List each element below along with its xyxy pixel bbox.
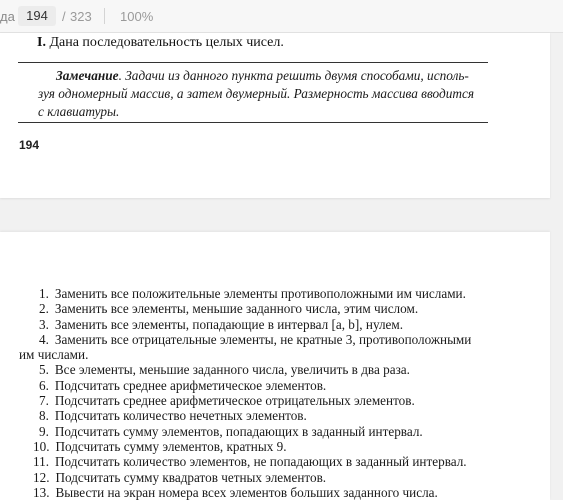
list-item: 11. Подсчитать количество элементов, не попадающих в заданный интервал. [33,454,467,470]
note-line-2: зуя одномерный массив, а затем двумерный. Размерность массива вводится [38,86,475,101]
section-heading-text: Дана последовательность целых чисел. [49,35,284,50]
list-item-continuation: им числами. [19,347,89,363]
page-number-input[interactable]: 194 [18,6,56,26]
toolbar-label-fragment: да [0,9,15,24]
note-block [38,67,488,121]
section-heading [37,35,284,51]
page-separator: / [62,9,66,24]
note-line-1 [38,67,488,85]
list-item: 10. Подсчитать сумму элементов, кратных 9. [33,438,287,454]
list-item: 5. Все элементы, меньшие заданного числа, увеличить в два раза. [39,362,410,378]
page-number: 194 [19,138,40,152]
pdf-toolbar [0,0,563,33]
list-item: 4. Заменить все отрицательные элементы, не кратные 3, противоположными [39,331,472,347]
list-item: 7. Подсчитать среднее арифметическое отрицательных элементов. [39,393,415,409]
list-item: 3. Заменить все элементы, попадающие в интервал [a, b], нулем. [39,316,404,332]
document-page-top [0,33,550,198]
document-page-bottom [0,232,550,500]
list-item: 8. Подсчитать количество нечетных элементов. [39,408,307,424]
divider-rule-bottom [18,122,488,123]
list-item: 9. Подсчитать сумму элементов, попадающих в заданный интервал. [39,423,423,439]
section-number: I. [37,35,46,50]
list-item: 1. Заменить все положительные элементы противоположными им числами. [39,286,466,301]
list-item: 13. Вывести на экран номера всех элементов больших заданного числа. [33,484,438,500]
note-title: Замечание [56,68,119,83]
list-item: 12. Подсчитать сумму квадратов четных элементов. [33,469,327,485]
note-text-1: . Задачи из данного пункта решить двумя способами, исполь- [118,68,469,83]
divider-rule-top [18,62,488,63]
task-list [0,286,500,500]
zoom-level[interactable]: 100% [120,9,154,24]
list-item: 6. Подсчитать среднее арифметическое элементов. [39,377,327,393]
total-pages: 323 [70,9,92,24]
note-line-3: с клавиатуры. [38,104,120,119]
list-item: 2. Заменить все элементы, меньшие заданного числа, этим числом. [39,301,419,317]
toolbar-divider [104,8,105,24]
